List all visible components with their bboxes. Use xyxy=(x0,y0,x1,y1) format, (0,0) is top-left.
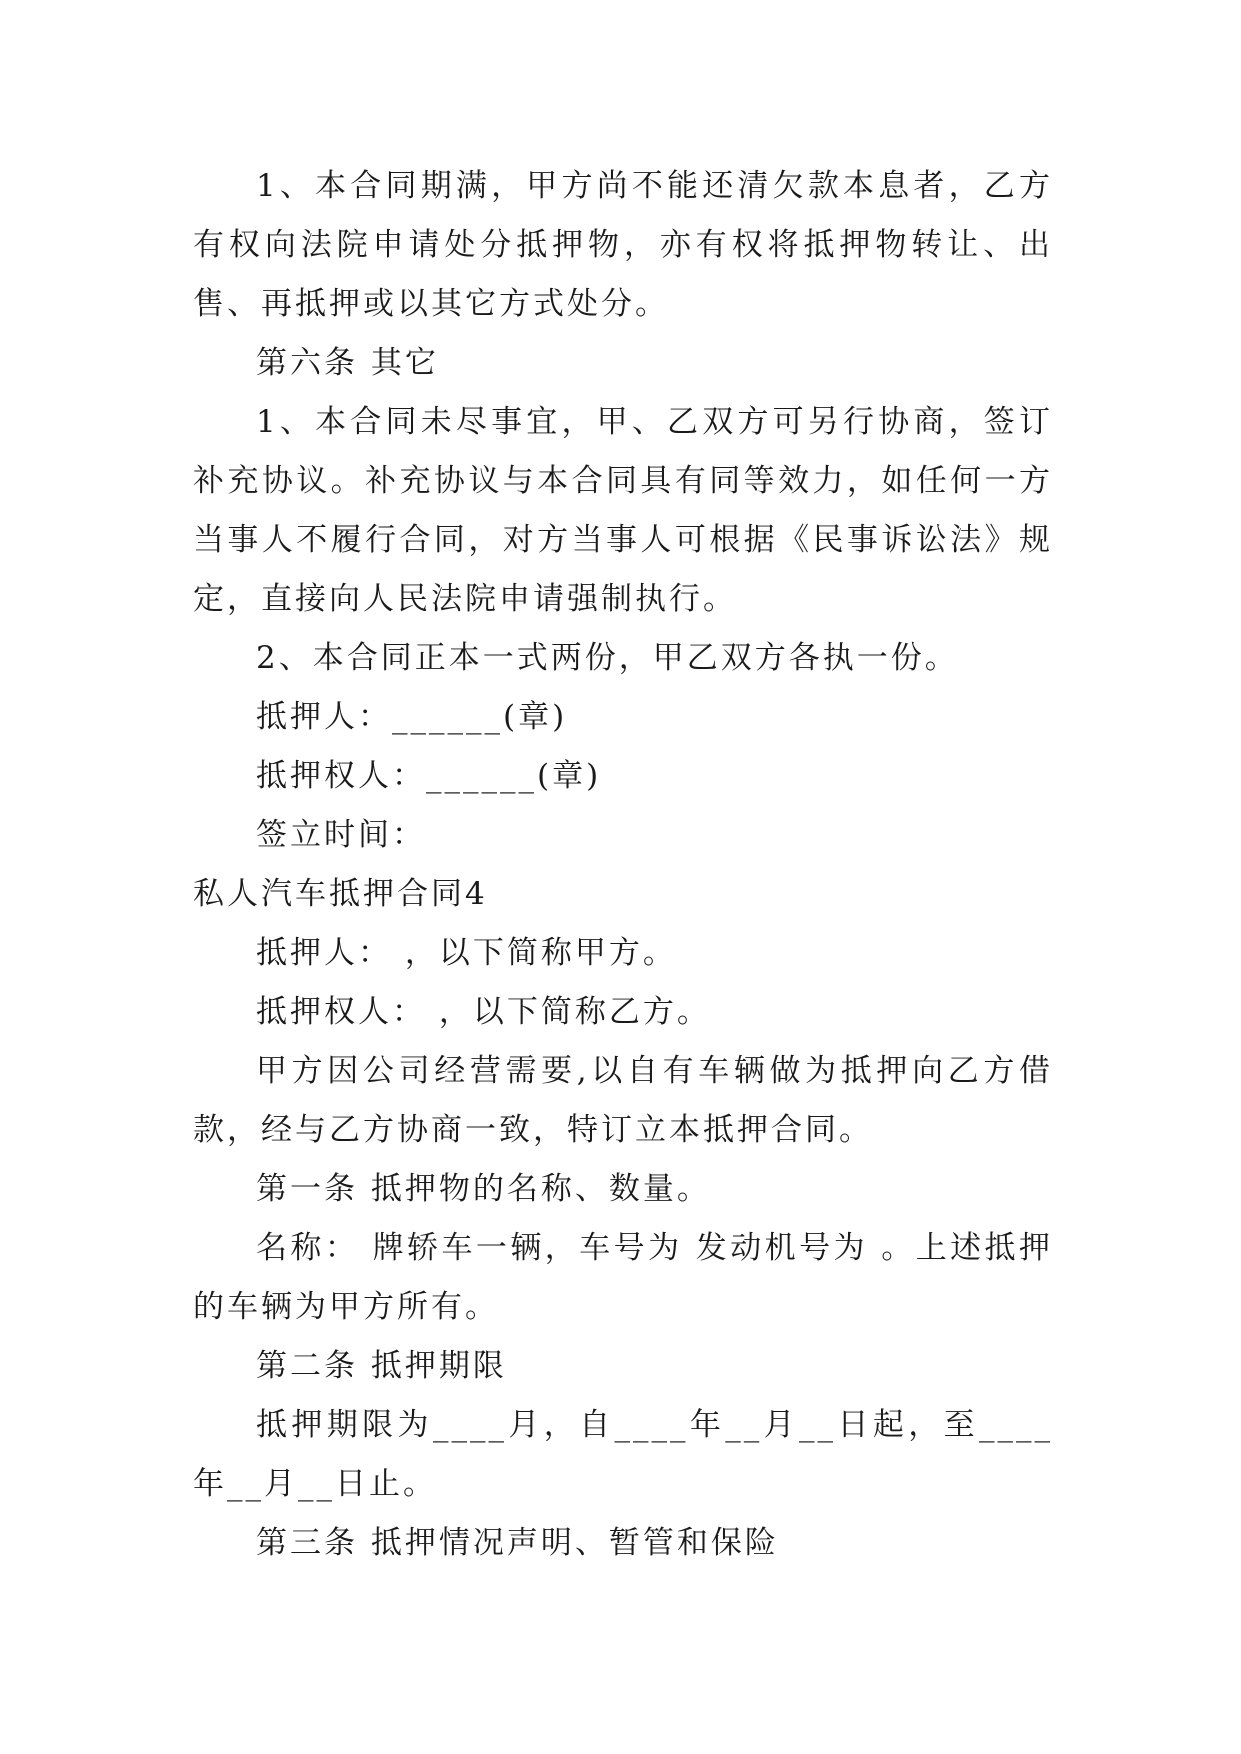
mortgage-term-paragraph: 抵押期限为____月，自____年__月__日起，至____年__月__日止。 xyxy=(193,1407,1053,1502)
paragraph-clause-2-copies: 2、本合同正本一式两份，甲乙双方各执一份。 xyxy=(256,640,959,676)
mortgagee-party-line: 抵押权人： ，以下简称乙方。 xyxy=(256,994,711,1030)
article-1-heading: 第一条 抵押物的名称、数量。 xyxy=(256,1171,711,1207)
article-2-heading: 第二条 抵押期限 xyxy=(256,1348,507,1384)
paragraph-clause-1-supplement: 1、本合同未尽事宜，甲、乙双方可另行协商，签订补充协议。补充协议与本合同具有同等效力，如任何一方当事人不履行合同，对方当事人可根据《民事诉讼法》规定，直接向人民法院申请强制执行。 xyxy=(193,404,1053,617)
mortgagor-signature-line: 抵押人：______(章) xyxy=(256,699,568,735)
vehicle-name-paragraph: 名称： 牌轿车一辆，车号为 发动机号为 。上述抵押的车辆为甲方所有。 xyxy=(193,1230,1053,1325)
contract-4-title: 私人汽车抵押合同4 xyxy=(193,876,488,912)
preamble-paragraph: 甲方因公司经营需要,以自有车辆做为抵押向乙方借款，经与乙方协商一致，特订立本抵押合同。 xyxy=(193,1053,1053,1148)
signing-date-line: 签立时间： xyxy=(256,817,426,853)
mortgagee-signature-line: 抵押权人：______(章) xyxy=(256,758,602,794)
article-3-heading: 第三条 抵押情况声明、暂管和保险 xyxy=(256,1525,779,1561)
article-6-heading: 第六条 其它 xyxy=(256,345,439,381)
document-body xyxy=(193,157,1053,1573)
paragraph-clause-1-expiry: 1、本合同期满，甲方尚不能还清欠款本息者，乙方有权向法院申请处分抵押物，亦有权将抵押物转让、出售、再抵押或以其它方式处分。 xyxy=(193,168,1053,322)
mortgagor-party-line: 抵押人： ，以下简称甲方。 xyxy=(256,935,677,971)
